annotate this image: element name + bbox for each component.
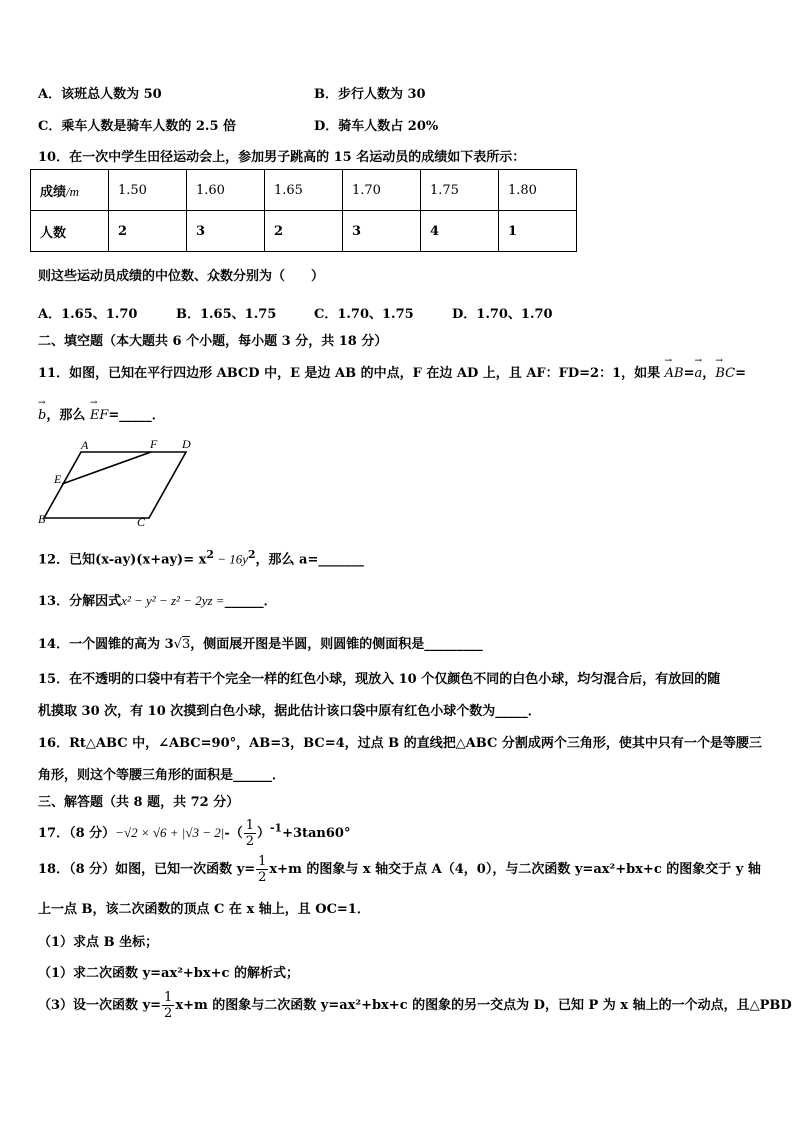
q15-line2: 机摸取 30 次，有 10 次摸到白色小球，据此估计该口袋中原有红色小球个数为_____． bbox=[38, 704, 541, 719]
q13-prefix: 13．分解因式 bbox=[38, 594, 122, 609]
count-cell: 2 bbox=[109, 211, 187, 252]
q9-option-c: C．乘车人数是骑车人数的 2.5 倍 bbox=[38, 119, 237, 134]
q10-option-b: B．1.65、1.75 bbox=[176, 307, 277, 322]
q15-line1: 15．在不透明的口袋中有若干个完全一样的红色小球，现放入 10 个仅颜色不同的白色小球，均匀混合后，有放回的随 bbox=[38, 672, 721, 687]
q18-frac-den: 2 bbox=[258, 870, 267, 885]
count-row-header: 人数 bbox=[31, 211, 109, 252]
q9-option-a: A．该班总人数为 50 bbox=[38, 87, 162, 102]
vector-ef: → EF bbox=[90, 408, 109, 423]
q12-prefix: 12．已知(x-ay)(x+ay)= x bbox=[38, 552, 207, 568]
q18-line1 bbox=[38, 854, 761, 885]
q18-l1-b: x+m 的图象与 x 轴交于点 A（4，0），与二次函数 y=ax²+bx+c 的图象交于 y 轴 bbox=[269, 862, 761, 877]
q10-option-a: A．1.65、1.70 bbox=[38, 307, 138, 322]
q14-sqrt-arg: 3 bbox=[181, 637, 191, 652]
q17 bbox=[38, 818, 350, 849]
q17-prefix: 17．（8 分） bbox=[38, 826, 116, 841]
q17-frac-den: 2 bbox=[245, 834, 255, 849]
q16-line2: 角形，则这个等腰三角形的面积是______． bbox=[38, 768, 286, 783]
count-cell: 4 bbox=[421, 211, 499, 252]
q18-sub1: （1）求点 B 坐标； bbox=[38, 935, 159, 950]
score-cell: 1.65 bbox=[265, 170, 343, 211]
q17-minus: -（ bbox=[224, 826, 243, 841]
q13-suffix: ______． bbox=[224, 594, 277, 609]
q14-prefix: 14．一个圆锥的高为 3 bbox=[38, 637, 174, 652]
section3-title: 三、解答题（共 8 题，共 72 分） bbox=[38, 795, 240, 810]
q17-expr: −√2 × √6 + |√3 − 2| bbox=[115, 825, 225, 840]
q18-line2: 上一点 B，该二次函数的顶点 C 在 x 轴上，且 OC=1． bbox=[38, 902, 370, 917]
q12-suffix: ，那么 a=_______ bbox=[255, 552, 364, 568]
q18-sub2: （1）求二次函数 y=ax²+bx+c 的解析式； bbox=[38, 966, 299, 981]
count-cell: 3 bbox=[343, 211, 421, 252]
score-cell: 1.80 bbox=[499, 170, 577, 211]
score-row-header: 成绩/m bbox=[31, 170, 109, 211]
score-table bbox=[30, 169, 577, 252]
segment-ef bbox=[62, 452, 151, 484]
q18-sub3-b: x+m 的图象与二次函数 y=ax²+bx+c 的图象的另一交点为 D，已知 P 为 x 轴上的一个动点，且△PBD bbox=[175, 998, 792, 1013]
q13 bbox=[38, 590, 277, 609]
label-c: C bbox=[137, 515, 146, 529]
q14-suffix: ，侧面展开图是半圆，则圆锥的侧面积是_________ bbox=[190, 637, 483, 652]
q17-frac-num: 1 bbox=[245, 818, 255, 833]
q11-eq-1: = bbox=[683, 366, 695, 381]
q11-stem: 11．如图，已知在平行四边形 ABCD 中，E 是边 AB 的中点，F 在边 AD 上，且 AF：FD=2：1，如果 bbox=[38, 366, 661, 381]
q10-question: 则这些运动员成绩的中位数、众数分别为（ ） bbox=[38, 269, 325, 284]
parallelogram-abcd bbox=[44, 452, 186, 518]
vector-bc: → BC bbox=[715, 366, 735, 381]
q9-option-b: B．步行人数为 30 bbox=[314, 87, 426, 102]
vector-b: → b bbox=[38, 408, 46, 423]
score-cell: 1.70 bbox=[343, 170, 421, 211]
parallelogram-figure bbox=[34, 436, 198, 530]
q12-exp-2: 2 bbox=[247, 548, 256, 561]
vector-a: → a bbox=[695, 366, 703, 381]
count-cell: 3 bbox=[187, 211, 265, 252]
q17-exp: -1 bbox=[270, 821, 283, 835]
label-f: F bbox=[150, 437, 158, 451]
q12-mid: − 16y bbox=[213, 551, 248, 567]
q17-tail: +3tan60° bbox=[282, 826, 351, 841]
q11-stem-line2 bbox=[38, 404, 165, 423]
vector-ab: → AB bbox=[665, 366, 684, 381]
q18-fraction-2 bbox=[162, 990, 174, 1021]
q11-eq-2: = bbox=[735, 366, 746, 381]
section2-title: 二、填空题（本大题共 6 个小题，每小题 3 分，共 18 分） bbox=[38, 334, 388, 349]
q18-l1-a: 18．（8 分）如图，已知一次函数 y= bbox=[38, 862, 256, 877]
q10-stem: 10．在一次中学生田径运动会上，参加男子跳高的 15 名运动员的成绩如下表所示： bbox=[38, 150, 526, 165]
count-cell: 1 bbox=[499, 211, 577, 252]
label-d: D bbox=[182, 437, 191, 451]
count-cell: 2 bbox=[265, 211, 343, 252]
score-cell: 1.60 bbox=[187, 170, 265, 211]
q18-fraction-1 bbox=[256, 854, 268, 885]
q17-suffix: ） bbox=[257, 826, 271, 841]
q18-sub3 bbox=[38, 990, 792, 1021]
count-row bbox=[31, 211, 577, 252]
q11-stem-line1 bbox=[38, 362, 746, 381]
q14 bbox=[38, 633, 483, 652]
score-cell: 1.50 bbox=[109, 170, 187, 211]
q12-exp-1: 2 bbox=[206, 548, 214, 561]
label-e: E bbox=[54, 472, 62, 486]
q13-expr: x² − y² − z² − 2yz = bbox=[121, 593, 225, 608]
label-a: A bbox=[81, 438, 89, 452]
label-b: B bbox=[38, 512, 46, 526]
q9-option-d: D．骑车人数占 20% bbox=[314, 119, 439, 134]
score-cell: 1.75 bbox=[421, 170, 499, 211]
q16-line1: 16．Rt△ABC 中，∠ABC=90°，AB=3，BC=4，过点 B 的直线把△ABC 分割成两个三角形，使其中只有一个是等腰三 bbox=[38, 736, 762, 751]
score-row bbox=[31, 170, 577, 211]
q12 bbox=[38, 548, 364, 567]
q17-fraction bbox=[244, 818, 256, 849]
q11-comma: ， bbox=[702, 366, 716, 381]
q18-frac-num-2: 1 bbox=[164, 990, 173, 1005]
sqrt-symbol: √ bbox=[173, 637, 182, 652]
q11-tail-2: =_____． bbox=[108, 408, 165, 423]
q10-option-c: C．1.70、1.75 bbox=[314, 307, 414, 322]
q18-frac-den-2: 2 bbox=[164, 1006, 173, 1021]
q11-tail-1: ，那么 bbox=[46, 408, 86, 423]
q10-option-d: D．1.70、1.70 bbox=[452, 307, 553, 322]
q18-frac-num: 1 bbox=[258, 854, 267, 869]
q18-sub3-a: （3）设一次函数 y= bbox=[38, 998, 162, 1013]
